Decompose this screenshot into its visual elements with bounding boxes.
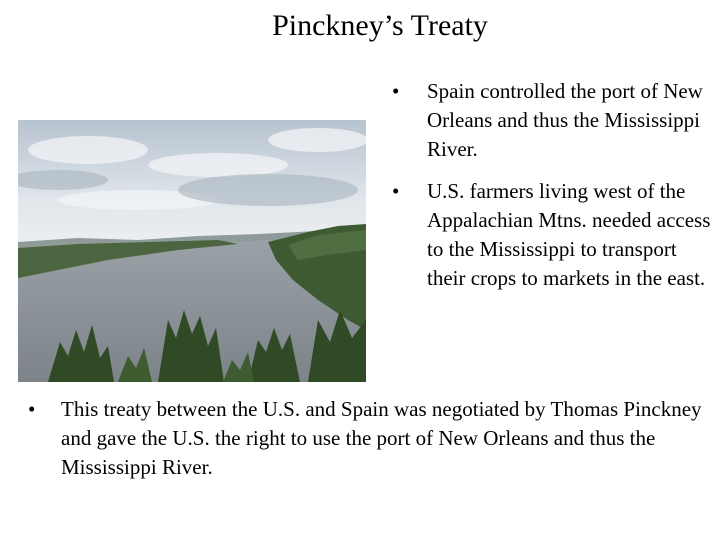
- river-landscape-photo: [18, 120, 366, 382]
- bullet-text: This treaty between the U.S. and Spain was negotiated by Thomas Pinckney and gave the U.S. the right to use the port of New Orleans and thus the Mississippi River.: [61, 397, 702, 479]
- bullet-marker: •: [392, 179, 400, 203]
- bullet-text: Spain controlled the port of New Orleans and thus the Mississippi River.: [427, 79, 703, 161]
- bullet-marker: •: [392, 79, 400, 103]
- bullet-text: U.S. farmers living west of the Appalachian Mtns. needed access to the Mississippi to transport their crops to markets in the east.: [427, 179, 711, 290]
- bullet-marker: •: [28, 397, 36, 421]
- slide-title: Pinckney’s Treaty: [272, 9, 488, 42]
